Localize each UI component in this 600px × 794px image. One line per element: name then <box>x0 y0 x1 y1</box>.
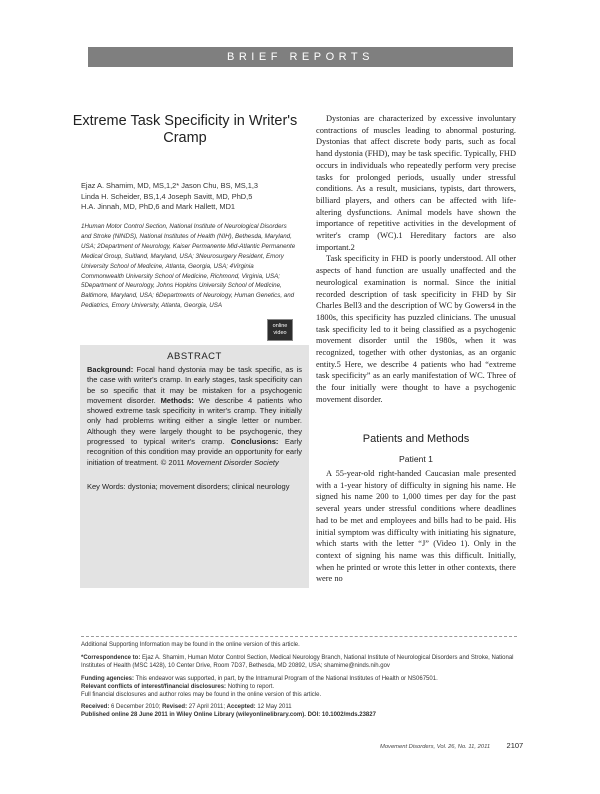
online-video-badge[interactable] <box>267 319 293 341</box>
correspondence-text: Ejaz A. Shamim, Human Motor Control Section, Medical Neurology Branch, National Institute of Neurological Disorders and Stroke, National Institutes of Health (MSC 1428), 10 Center Drive, Room 7D37, Bethesda, MD 20892, USA; shamime@ninds.nih.gov <box>81 654 514 669</box>
author-line: Linda H. Scheider, BS,1,4 Joseph Savitt, MD, PhD,5 <box>81 191 253 201</box>
conflicts-note <box>81 684 517 692</box>
abstract-text <box>87 365 302 468</box>
background-text: Focal hand dystonia may be task specific, as is the case with writer's cramp. In early stages, task specificity can be so specific that it may be mistaken for a psychogenic movement disorder. <box>87 365 302 405</box>
keywords <box>87 482 302 492</box>
page-number: 2107 <box>506 741 524 750</box>
body-paragraph: Dystonias are characterized by excessive involuntary contractions of muscles leading to abnormal posturing. Dystonias that affect discrete body parts, such as focal hand dystonia (FHD), may be task specific. Typically, FHD occurs in individuals who repeatedly perform very precise tasks for prolonged periods, usually under stressful conditions. As a result, musicians, typists, dart throwers, billiard players, and others can be affected with life-altering dysfunctions. Animal models have shown the importance of repetitive activities in the development of writer's cramp (WC).1 Hereditary factors are also important.2 <box>316 114 516 252</box>
conclusions-text: Early recognition of this condition may provide an opportunity for early initiation of treatment. © 2011 <box>87 437 303 467</box>
accepted-label: Accepted: <box>226 704 256 711</box>
section-banner: BRIEF REPORTS <box>88 47 513 67</box>
society-name: Movement Disorder Society <box>186 457 279 467</box>
footnote-divider <box>81 636 517 637</box>
background-label: Background: <box>87 365 134 374</box>
conclusions-label: Conclusions: <box>230 437 279 447</box>
section-heading: Patients and Methods <box>362 433 470 445</box>
patient-column <box>316 468 516 585</box>
conflicts-text: Nothing to report. <box>226 683 275 690</box>
funding-text: This endeavor was supported, in part, by the Intramural Program of the National Institutes of Health or NS067501. <box>134 675 438 682</box>
revised-text: 27 April 2011; <box>187 704 227 711</box>
dates-note <box>81 704 517 712</box>
funding-note <box>81 676 517 684</box>
keywords-label: Key Words: <box>87 481 126 491</box>
body-paragraph: Task specificity in FHD is poorly understood. All other aspects of hand function are usually unaffected and the neurological examination is normal. Since the initial recorded description of task specificity in FHD by Sir Charles Bell3 and the description of WC by Gowers4 in the 1800s, this specificity has puzzled clinicians. The unusual task specificity led to it being classified as a psychogenic movement disorder until the 1980s, when it was recognized, together with other dystonias, as an organic entity.5 Here, we describe 4 patients who had “extreme task specificity” as an early manifestation of WC. Three of the four initially were thought to have a psychogenic movement disorder. <box>316 254 516 404</box>
methods-label: Methods: <box>160 395 194 405</box>
correspondence-label: *Correspondence to: <box>81 654 141 661</box>
supporting-info-note: Additional Supporting Information may be found in the online version of this article. <box>81 642 300 648</box>
body-paragraph: A 55-year-old right-handed Caucasian male presented with a 1-year history of difficulty in signing his name. He signed his name 200 to 1,000 times per day for the past several years under stressful conditions where deadlines had to be met and employees and bills had to be paid. His initial symptom was difficulty with initiating his signature, which starts with the letter “J” (Video 1). Only in the context of signing his name was this difficult. Initially, when he printed or wrote this letter in other contexts, there were no <box>316 469 516 584</box>
intro-column <box>316 113 516 406</box>
received-label: Received: <box>81 704 110 711</box>
funding-label: Funding agencies: <box>81 675 135 682</box>
received-text: 6 December 2010; <box>109 704 163 711</box>
badge-line: video <box>273 330 287 336</box>
page-footer <box>380 735 524 753</box>
journal-citation: Movement Disorders, Vol. 26, No. 11, 2011 <box>380 744 491 750</box>
abstract-heading: ABSTRACT <box>167 351 222 362</box>
accepted-text: 12 May 2011 <box>255 704 292 711</box>
author-affiliations: 1Human Motor Control Section, National Institute of Neurological Disorders and Stroke (NINDS), National Institutes of Health (NIH), Bethesda, Maryland, USA; 2Department of Neurology, Kaiser Permanente Mid-Atlantic Permanente Medical Group, Suitland, Maryland, USA; 3Neurosurgery Resident, Emory University School of Medicine, Atlanta, Georgia, USA; 4Virginia Commonwealth University School of Medicine, Richmond, Virginia, USA; 5Department of Neurology, Johns Hopkins University School of Medicine, Baltimore, Maryland, USA; 6Departments of Neurology, Human Genetics, and Pediatrics, Emory University, Atlanta, Georgia, USA <box>81 223 296 310</box>
footnotes <box>81 642 517 720</box>
article-title: Extreme Task Specificity in Writer's Cramp <box>72 113 298 146</box>
correspondence-note <box>81 655 517 671</box>
published-note: Published online 28 June 2011 in Wiley Online Library (wileyonlinelibrary.com). DOI: 10.1002/mds.23827 <box>81 712 376 719</box>
revised-label: Revised: <box>162 704 188 711</box>
subsection-heading: Patient 1 <box>399 454 433 464</box>
abstract-box <box>80 345 309 588</box>
keywords-text: dystonia; movement disorders; clinical neurology <box>125 481 290 491</box>
author-line: Ejaz A. Shamim, MD, MS,1,2* Jason Chu, BS, MS,1,3 <box>81 181 259 190</box>
badge-line: online <box>272 323 288 329</box>
disclosures-note: Full financial disclosures and author roles may be found in the online version of this article. <box>81 691 322 698</box>
conflicts-label: Relevant conflicts of interest/financial disclosures: <box>81 683 227 690</box>
author-line: H.A. Jinnah, MD, PhD,6 and Mark Hallett, MD1 <box>81 202 236 211</box>
author-list <box>81 181 296 213</box>
methods-text: We describe 4 patients who showed extreme task specificity in writer's cramp. They initially only had problems writing either a single letter or number. Although they were largely thought to be psychogenic, they progressed to typical writer's cramp. <box>87 395 302 447</box>
